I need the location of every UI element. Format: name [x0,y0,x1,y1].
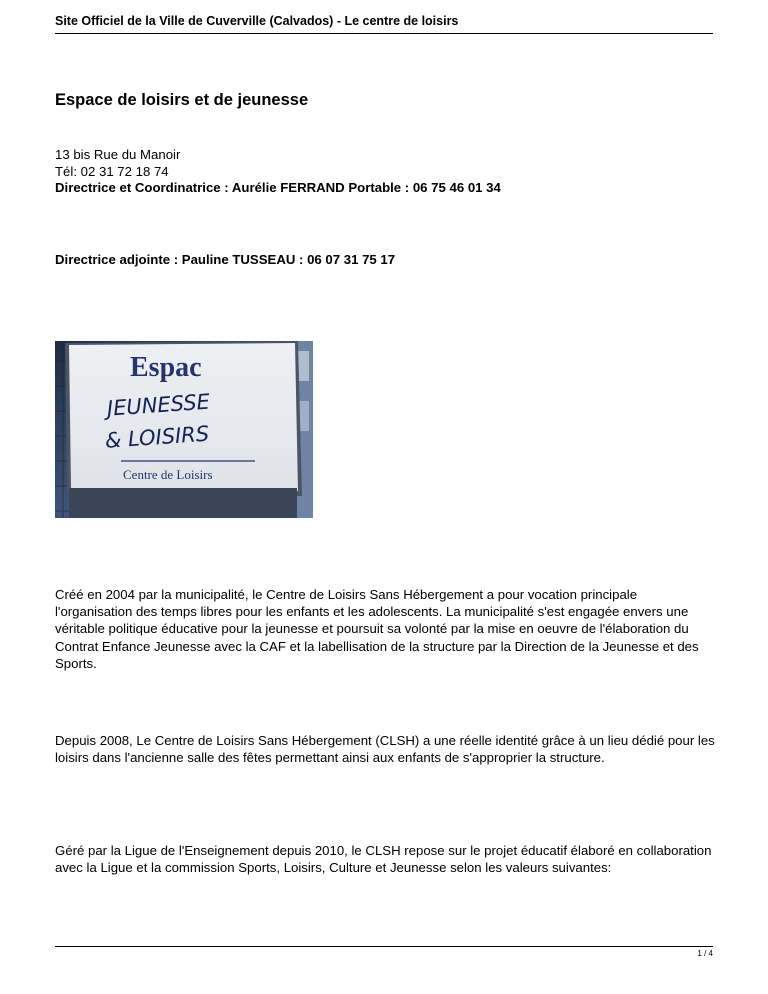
assistant-director-contact: Directrice adjointe : Pauline TUSSEAU : 06 07 31 75 17 [55,252,396,267]
page-title: Espace de loisirs et de jeunesse [55,91,309,109]
sign-text-loisirs: & LOISIRS [104,421,210,453]
paragraph-history: Créé en 2004 par la municipalité, le Centre de Loisirs Sans Hébergement a pour vocation principale l'organisation des temps libres pour les enfants et les adolescents. La municipalité s'est engagée envers une véritable politique éducative pour la jeunesse et poursuit sa volonté par la mise en oeuvre de l'élaboration du Contrat Enfance Jeunesse avec la CAF et la labellisation de la structure par la Direction de la Jeunesse et des Sports. [55,587,699,671]
address: 13 bis Rue du Manoir [55,147,181,162]
sign-photo-image [55,341,313,518]
page-number: 1 / 4 [697,949,713,958]
paragraph-management: Géré par la Ligue de l'Enseignement depuis 2010, le CLSH repose sur le projet éducatif élaboré en collaboration avec la Ligue et la commission Sports, Loisirs, Culture et Jeunesse selon les valeurs suivantes: [55,843,712,876]
paragraph-location: Depuis 2008, Le Centre de Loisirs Sans Hébergement (CLSH) a une réelle identité grâce à un lieu dédié pour les loisirs dans l'ancienne salle des fêtes permettant ainsi aux enfants de s'approprier la structure. [55,733,715,766]
sign-text-centre: Centre de Loisirs [123,467,213,482]
sign-text-espace: Espac [130,352,202,383]
phone: Tél: 02 31 72 18 74 [55,163,169,179]
sign-text-jeunesse: JEUNESSE [106,389,211,421]
contact-block [55,147,501,197]
sign-photo [55,341,313,518]
page-header-title: Site Officiel de la Ville de Cuverville (Calvados) - Le centre de loisirs [55,14,459,28]
footer-divider [55,946,713,947]
director-contact: Directrice et Coordinatrice : Aurélie FERRAND Portable : 06 75 46 01 34 [55,180,501,195]
header-divider [55,33,713,34]
